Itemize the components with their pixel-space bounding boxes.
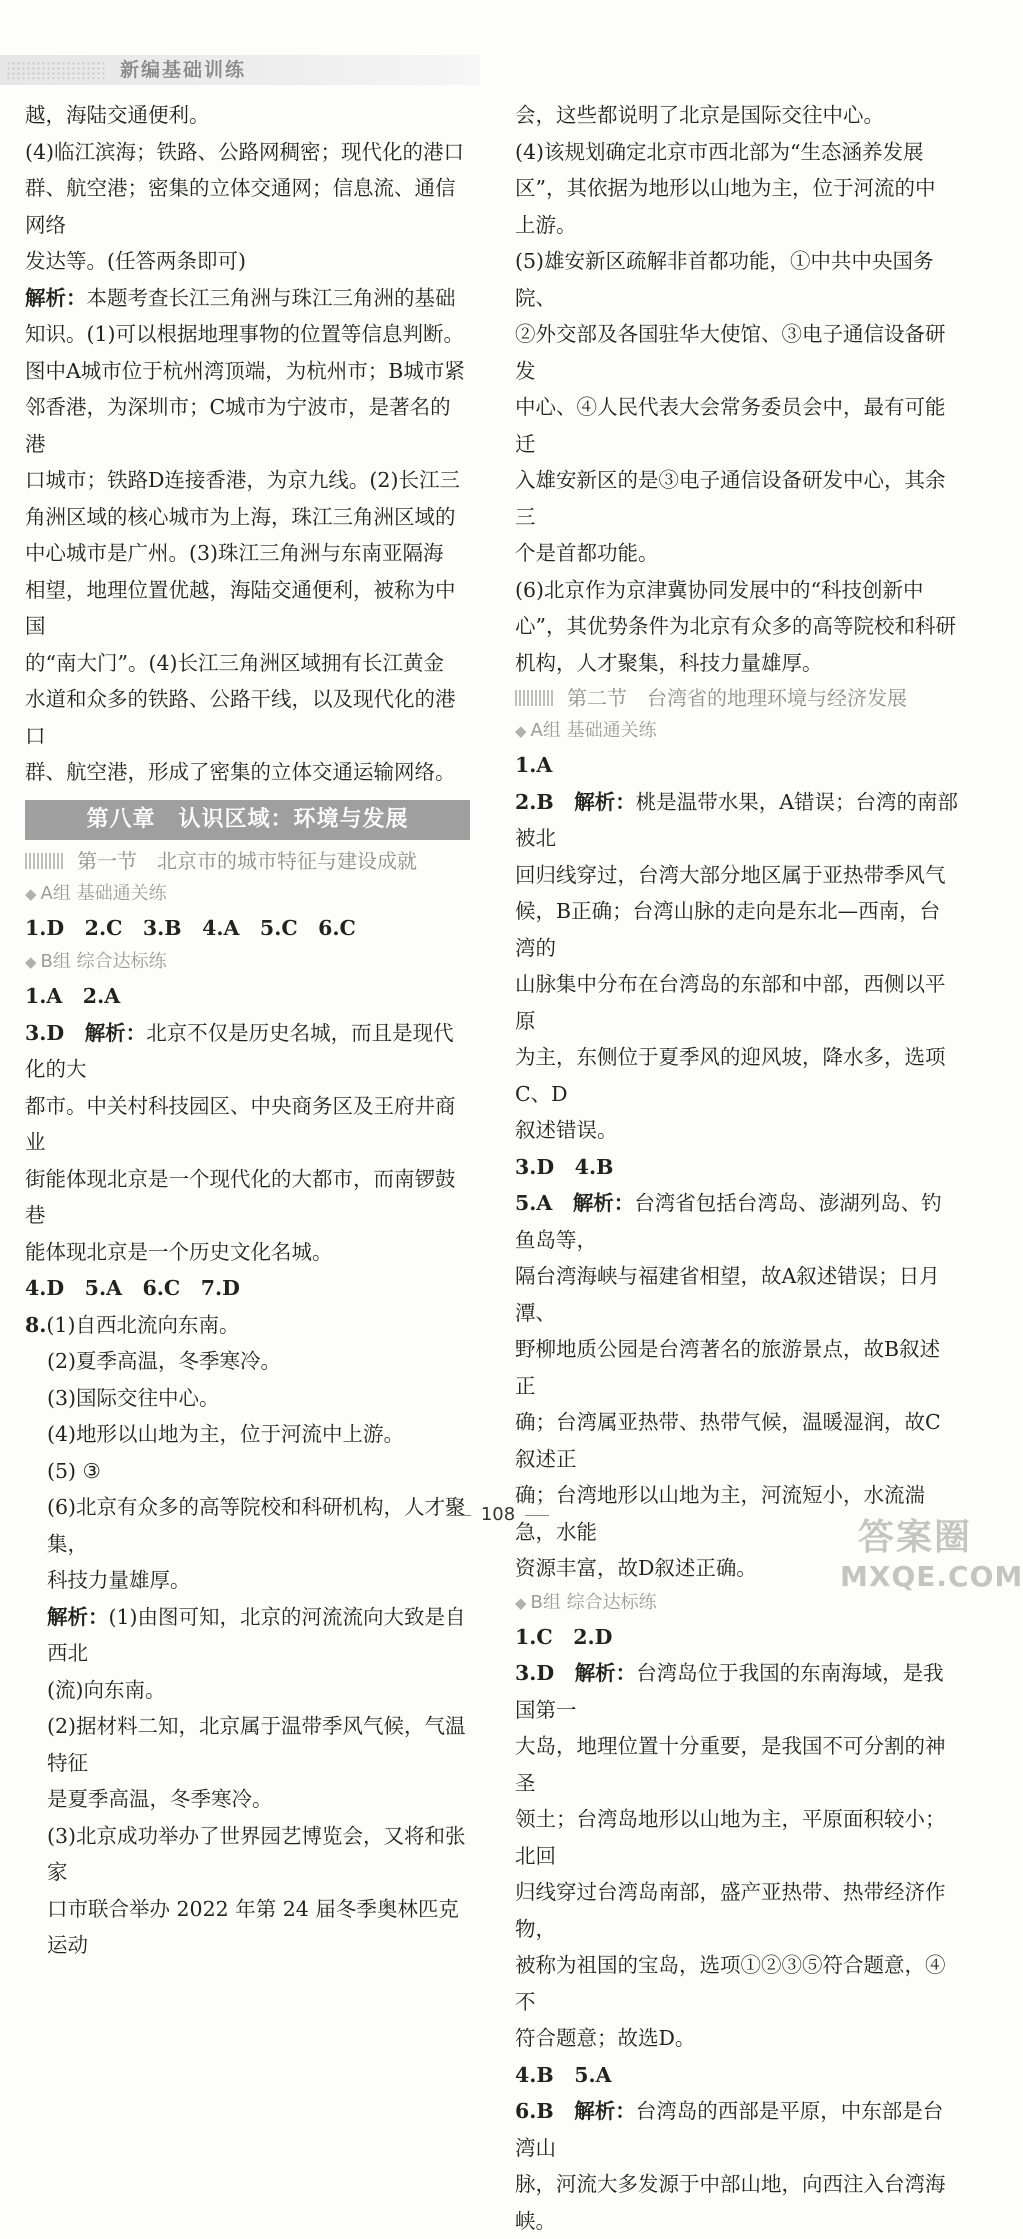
analysis-text: 台湾岛的西部是平原，中东部是台湾山 [515, 2099, 944, 2160]
watermark-line: 答案圈 [857, 1517, 972, 1558]
diamond-icon: ◆ [515, 1593, 527, 1612]
text-line: 确；台湾属亚热带、热带气候，温暖湿润，故C叙述正 [515, 1410, 941, 1471]
text-line: (5) ③ [47, 1458, 101, 1483]
text-line: 街能体现北京是一个现代化的大都市，而南锣鼓巷 [25, 1166, 456, 1227]
group-label: B组 综合达标练 [530, 1591, 657, 1613]
text-line: 水道和众多的铁路、公路干线，以及现代化的港口 [25, 687, 456, 748]
analysis-label: 解析： [25, 285, 87, 310]
text-line: 图中A城市位于杭州湾顶端，为杭州市；B城市紧 [25, 358, 465, 383]
text-line: 是夏季高温，冬季寒冷。 [47, 1787, 273, 1811]
text-line: (4)临江滨海；铁路、公路网稠密；现代化的港口 [25, 139, 465, 164]
text-line: 大岛，地理位置十分重要，是我国不可分割的神圣 [515, 1734, 946, 1795]
group-heading [515, 715, 960, 747]
analysis-paragraph [25, 1599, 470, 1672]
text-line: 口市联合举办 2022 年第 24 届冬季奥林匹克运动 [47, 1896, 459, 1957]
header-title: 新编基础训练 [120, 59, 247, 81]
text-line: 领土；台湾岛地形以山地为主，平原面积较小；北回 [515, 1807, 946, 1868]
chapter-title: 第八章 认识区域：环境与发展 [25, 800, 470, 840]
text-line: 脉，河流大多发源于中部山地，向西注入台湾海峡。 [515, 2172, 946, 2233]
answer-line: 1.C 2.D [515, 1624, 613, 1649]
text-line: 为主，东侧位于夏季风的迎风坡，降水多，选项C、D [515, 1045, 946, 1106]
section-label: 第二节 台湾省的地理环境与经济发展 [567, 686, 907, 710]
text-line: 群、航空港；密集的立体交通网；信息流、通信网络 [25, 176, 456, 237]
analysis-text: 北京不仅是历史名城，而且是现代化的大 [25, 1020, 454, 1081]
question-number: 8. [25, 1312, 47, 1337]
analysis-text: 桃是温带水果，A错误；台湾的南部被北 [515, 789, 959, 850]
answer-with-analysis [515, 1185, 960, 1258]
header-dot-pattern [6, 61, 106, 79]
analysis-paragraph [25, 280, 470, 317]
text-line: (5)雄安新区疏解非首都功能，①中共中央国务院、 [515, 249, 934, 310]
analysis-label: 解析： [574, 789, 636, 814]
text-line: 角洲区域的核心城市为上海，珠江三角洲区域的 [25, 504, 456, 529]
analysis-label: 解析： [574, 2099, 636, 2123]
analysis-text: 台湾岛位于我国的东南海域，是我国第一 [515, 1661, 944, 1722]
answer-with-analysis [515, 1655, 960, 1728]
answer-head: 3.D [515, 1661, 575, 1685]
text-line: (4)该规划确定北京市西北部为“生态涵养发展 [515, 139, 924, 164]
group-label: A组 基础通关练 [40, 882, 167, 904]
group-heading [25, 946, 470, 978]
text-line: 被称为祖国的宝岛，选项①②③⑤符合题意，④不 [515, 1953, 946, 2014]
answer-line: 1.A 2.A [25, 984, 121, 1008]
text-line: 上游。 [515, 212, 577, 237]
answer-with-analysis [515, 784, 960, 857]
text-line: (2)据材料二知，北京属于温带季风气候，气温特征 [47, 1714, 466, 1775]
group-label: A组 基础通关练 [530, 720, 657, 741]
right-column [515, 97, 960, 2239]
text-line: ②外交部及各国驻华大使馆、③电子通信设备研发 [515, 322, 946, 383]
text-line: 都市。中关村科技园区、中央商务区及王府井商业 [25, 1093, 456, 1154]
text-line: (3)北京成功举办了世界园艺博览会，又将和张家 [47, 1823, 466, 1884]
answer-head: 5.A [515, 1191, 573, 1215]
text-line: 归线穿过台湾岛南部，盛产亚热带、热带经济作物， [515, 1880, 946, 1941]
answer-line: 1.A [515, 753, 553, 777]
text-line: 叙述错误。 [515, 1118, 618, 1142]
text-line: 回归线穿过，台湾大部分地区属于亚热带季风气 [515, 862, 946, 887]
answer-item [25, 1307, 470, 1344]
text-line: 山脉集中分布在台湾岛的东部和中部，西侧以平原 [515, 972, 946, 1033]
left-column [25, 97, 470, 1964]
text-line: 中心城市是广州。(3)珠江三角洲与东南亚隔海 [25, 541, 444, 565]
text-line: 能体现北京是一个历史文化名城。 [25, 1239, 333, 1264]
text-line: 邻香港，为深圳市；C城市为宁波市，是著名的港 [25, 395, 451, 456]
text-line: 区”，其依据为地形以山地为主，位于河流的中 [515, 176, 936, 200]
text-line: (2)夏季高温，冬季寒冷。 [47, 1349, 282, 1373]
text-line: (6)北京作为京津冀协同发展中的“科技创新中 [515, 577, 924, 602]
text-line: 资源丰富，故D叙述正确。 [515, 1556, 757, 1580]
answer-head: 6.B [515, 2099, 575, 2123]
text-line: 确；台湾地形以山地为主，河流短小，水流湍急，水能 [515, 1483, 925, 1544]
text-line: 知识。(1)可以根据地理事物的位置等信息判断。 [25, 322, 465, 346]
answer-with-analysis [515, 2093, 960, 2166]
text-line: (3)国际交往中心。 [47, 1385, 220, 1410]
section-label: 第一节 北京市的城市特征与建设成就 [77, 848, 417, 873]
page-number-dash [447, 1515, 471, 1516]
text-line: 符合题意；故选D。 [515, 2026, 696, 2050]
text-line: 入雄安新区的是③电子通信设备研发中心，其余三 [515, 468, 946, 529]
text-line: 的“南大门”。(4)长江三角洲区域拥有长江黄金 [25, 650, 444, 675]
section-title [515, 681, 960, 715]
stripe-icon [25, 853, 63, 869]
text-line: 越，海陆交通便利。 [25, 103, 210, 127]
group-heading [25, 878, 470, 910]
answer-with-analysis [25, 1015, 470, 1088]
text-line: 隔台湾海峡与福建省相望，故A叙述错误；日月潭、 [515, 1264, 940, 1325]
answer-text: (1)自西北流向东南。 [46, 1312, 240, 1337]
analysis-label: 解析： [572, 1191, 635, 1215]
page-header [0, 55, 480, 85]
text-line: (流)向东南。 [47, 1677, 166, 1702]
analysis-text: (1)由图可知，北京的河流流向大致是自西北 [47, 1604, 466, 1665]
text-line: 科技力量雄厚。 [47, 1568, 191, 1592]
diamond-icon: ◆ [25, 884, 37, 903]
watermark-url: MXQE.COM [840, 1560, 1023, 1593]
page-number-dash [525, 1515, 549, 1516]
answer-head: 2.B [515, 789, 575, 814]
text-line: 会，这些都说明了北京是国际交往中心。 [515, 103, 884, 127]
answer-line: 3.D 4.B [515, 1154, 614, 1179]
analysis-label: 解析： [574, 1661, 637, 1685]
analysis-text: 台湾省包括台湾岛、澎湖列岛、钓鱼岛等， [515, 1191, 942, 1252]
answer-line: 4.D 5.A 6.C 7.D [25, 1276, 240, 1300]
text-line: 群、航空港，形成了密集的立体交通运输网络。 [25, 760, 456, 784]
section-title [25, 844, 470, 878]
text-line: 心”，其优势条件为北京有众多的高等院校和科研 [515, 614, 956, 638]
diamond-icon: ◆ [515, 722, 527, 740]
text-line: 相望，地理位置优越，海陆交通便利，被称为中国 [25, 577, 456, 638]
text-line: (4)地形以山地为主，位于河流中上游。 [47, 1422, 405, 1446]
analysis-text: 本题考查长江三角洲与珠江三角洲的基础 [86, 285, 456, 310]
analysis-label: 解析： [84, 1020, 147, 1045]
answer-line: 4.B 5.A [515, 2062, 612, 2087]
text-line: 发达等。(任答两条即可) [25, 249, 246, 273]
text-line: 机构，人才聚集，科技力量雄厚。 [515, 650, 823, 675]
group-label: B组 综合达标练 [40, 951, 167, 972]
text-line: 中心、④人民代表大会常务委员会中，最有可能迁 [515, 395, 946, 456]
analysis-label: 解析： [47, 1604, 109, 1629]
text-line: (6)北京有众多的高等院校和科研机构，人才聚集， [47, 1495, 466, 1556]
answer-line: 1.D 2.C 3.B 4.A 5.C 6.C [25, 915, 356, 940]
watermark-logo [840, 1516, 1023, 1596]
text-line: 个是首都功能。 [515, 541, 659, 565]
answer-head: 3.D [25, 1020, 85, 1045]
text-line: 候，B正确；台湾山脉的走向是东北—西南，台湾的 [515, 899, 941, 960]
diamond-icon: ◆ [25, 953, 37, 971]
text-line: 野柳地质公园是台湾著名的旅游景点，故B叙述正 [515, 1337, 941, 1398]
page-number-text: 108 [480, 1504, 516, 1525]
stripe-icon [515, 690, 553, 706]
text-line: 口城市；铁路D连接香港，为京九线。(2)长江三 [25, 468, 460, 492]
